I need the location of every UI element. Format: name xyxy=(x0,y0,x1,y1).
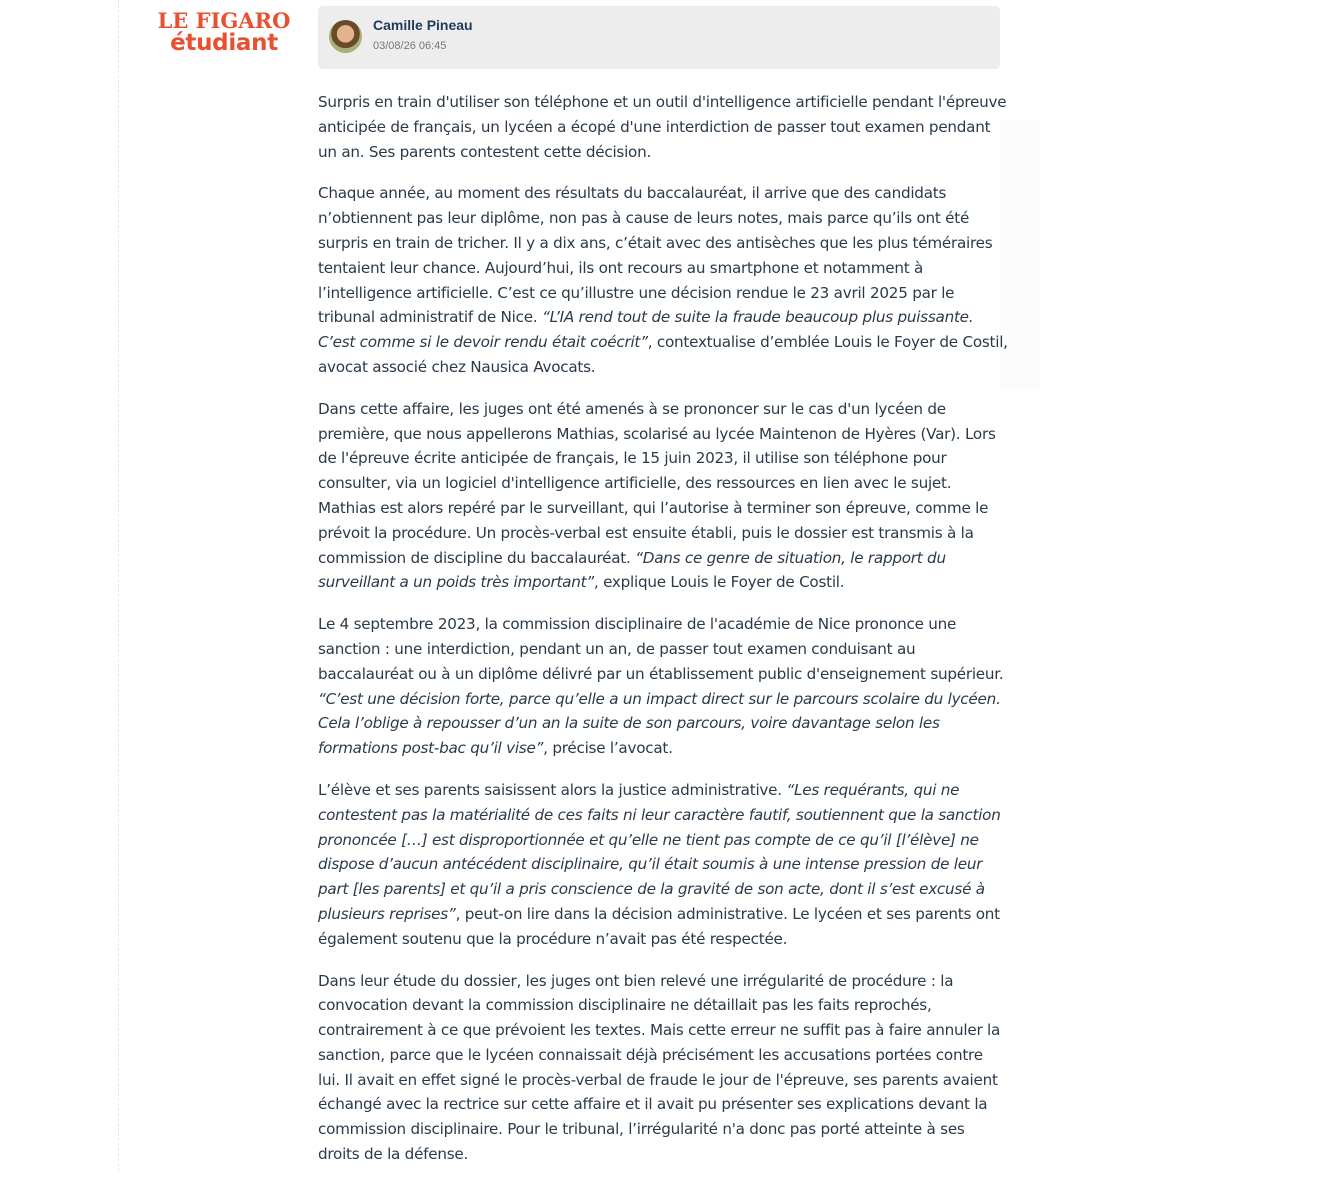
quote-text: “Dans ce genre de situation, le rapport du surveillant a un poids très important” xyxy=(318,548,946,592)
author-card xyxy=(318,6,1000,69)
article-body xyxy=(318,90,1008,1184)
paragraph-text: Surpris en train d'utiliser son téléphone et un outil d'intelligence artificielle pendant l'épreuve anticipée de français, un lycéen a écopé d'une interdiction de passer tout examen pendant un an. Ses parents contestent cette décision. xyxy=(318,93,1007,161)
avatar[interactable] xyxy=(329,20,362,53)
paragraph-text: Dans cette affaire, les juges ont été amenés à se prononcer sur le cas d'un lycéen de première, que nous appellerons Mathias, scolarisé au lycée Maintenon de Hyères (Var). Lors de l'épreuve écrite anticipée de français, le 15 juin 2023, il utilise son téléphone pour consulter, via un logiciel d'intelligence artificielle, des ressources en lien avec le sujet. Mathias est alors repéré par le surveillant, qui l’autorise à terminer son épreuve, comme le prévoit la procédure. Un procès-verbal est ensuite établi, puis le dossier est transmis à la commission de discipline du baccalauréat. xyxy=(318,399,996,567)
paragraph-text: Chaque année, au moment des résultats du baccalauréat, il arrive que des candidats n’obtiennent pas leur diplôme, non pas à cause de leurs notes, mais parce qu’ils ont été surpris en train de tricher. Il y a dix ans, c’était avec des antisèches que les plus téméraires tentaient leur chance. Aujourd’hui, ils ont recours au smartphone et notamment à l’intelligence artificielle. C’est ce qu’illustre une décision rendue le 23 avril 2025 par le tribunal administratif de Nice. xyxy=(318,184,993,327)
quote-text: “L’IA rend tout de suite la fraude beaucoup plus puissante. C’est comme si le devoir rendu était coécrit” xyxy=(318,308,974,352)
left-divider xyxy=(118,0,119,1171)
article-paragraph xyxy=(318,397,1008,595)
quote-text: “C’est une décision forte, parce qu’elle a un impact direct sur le parcours scolaire du lycéen. Cela l’oblige à repousser d’un an la suite de son parcours, voire davantage selon les formations post-bac qu’il vise” xyxy=(318,689,1001,758)
paragraph-text: L’élève et ses parents saisissent alors la justice administrative. xyxy=(318,780,787,799)
quote-text: “Les requérants, qui ne contestent pas la matérialité de ces faits ni leur caractère fautif, soutiennent que la sanction prononcée […] est disproportionnée et qu’elle ne tient pas compte de ce qu’il [l’élève] ne dispose d’aucun antécédent disciplinaire, qu’il était soumis à une intense pression de leur part [les parents] et qu’il a pris conscience de la gravité de son acte, dont il s’est excusé à plusieurs reprises” xyxy=(318,780,1001,923)
article-paragraph xyxy=(318,969,1008,1167)
paragraph-text: , peut-on lire dans la décision administrative. Le lycéen et ses parents ont également soutenu que la procédure n’avait pas été respectée. xyxy=(318,904,1000,948)
paragraph-text: , contextualise d’emblée Louis le Foyer de Costil, avocat associé chez Nausica Avocats. xyxy=(318,333,1008,376)
paragraph-text: , explique Louis le Foyer de Costil. xyxy=(593,573,845,592)
paragraph-text: Dans leur étude du dossier, les juges ont bien relevé une irrégularité de procédure : la convocation devant la commission disciplinaire ne détaillait pas les faits reprochés, contrairement à ce que prévoient les textes. Mais cette erreur ne suffit pas à faire annuler la sanction, parce que le lycéen connaissait déjà précisément les accusations portées contre lui. Il avait en effet signé le procès-verbal de fraude le jour de l'épreuve, ses parents avaient échangé avec la rectrice sur cette affaire et il avait pu présenter ses explications devant la commission disciplinaire. Pour le tribunal, l’irrégularité n'a donc pas porté atteinte à ses droits de la défense. xyxy=(318,971,1001,1164)
logo-top-text: LE FIGARO xyxy=(157,8,291,33)
article-paragraph xyxy=(318,181,1008,379)
author-name[interactable]: Camille Pineau xyxy=(373,17,473,33)
publish-date: 03/08/26 06:45 xyxy=(373,40,447,52)
paragraph-text: , précise l’avocat. xyxy=(543,739,673,758)
paragraph-text: Le 4 septembre 2023, la commission disciplinaire de l'académie de Nice prononce une sanction : une interdiction, pendant un an, de passer tout examen conduisant au baccalauréat ou à un diplôme délivré par un établissement public d'enseignement supérieur. xyxy=(318,615,1004,683)
le-figaro-etudiant-logo[interactable] xyxy=(150,10,298,55)
article-paragraph xyxy=(318,778,1008,952)
logo-bottom-text: étudiant xyxy=(170,30,278,56)
article-paragraph xyxy=(318,90,1008,164)
article-paragraph xyxy=(318,612,1008,761)
